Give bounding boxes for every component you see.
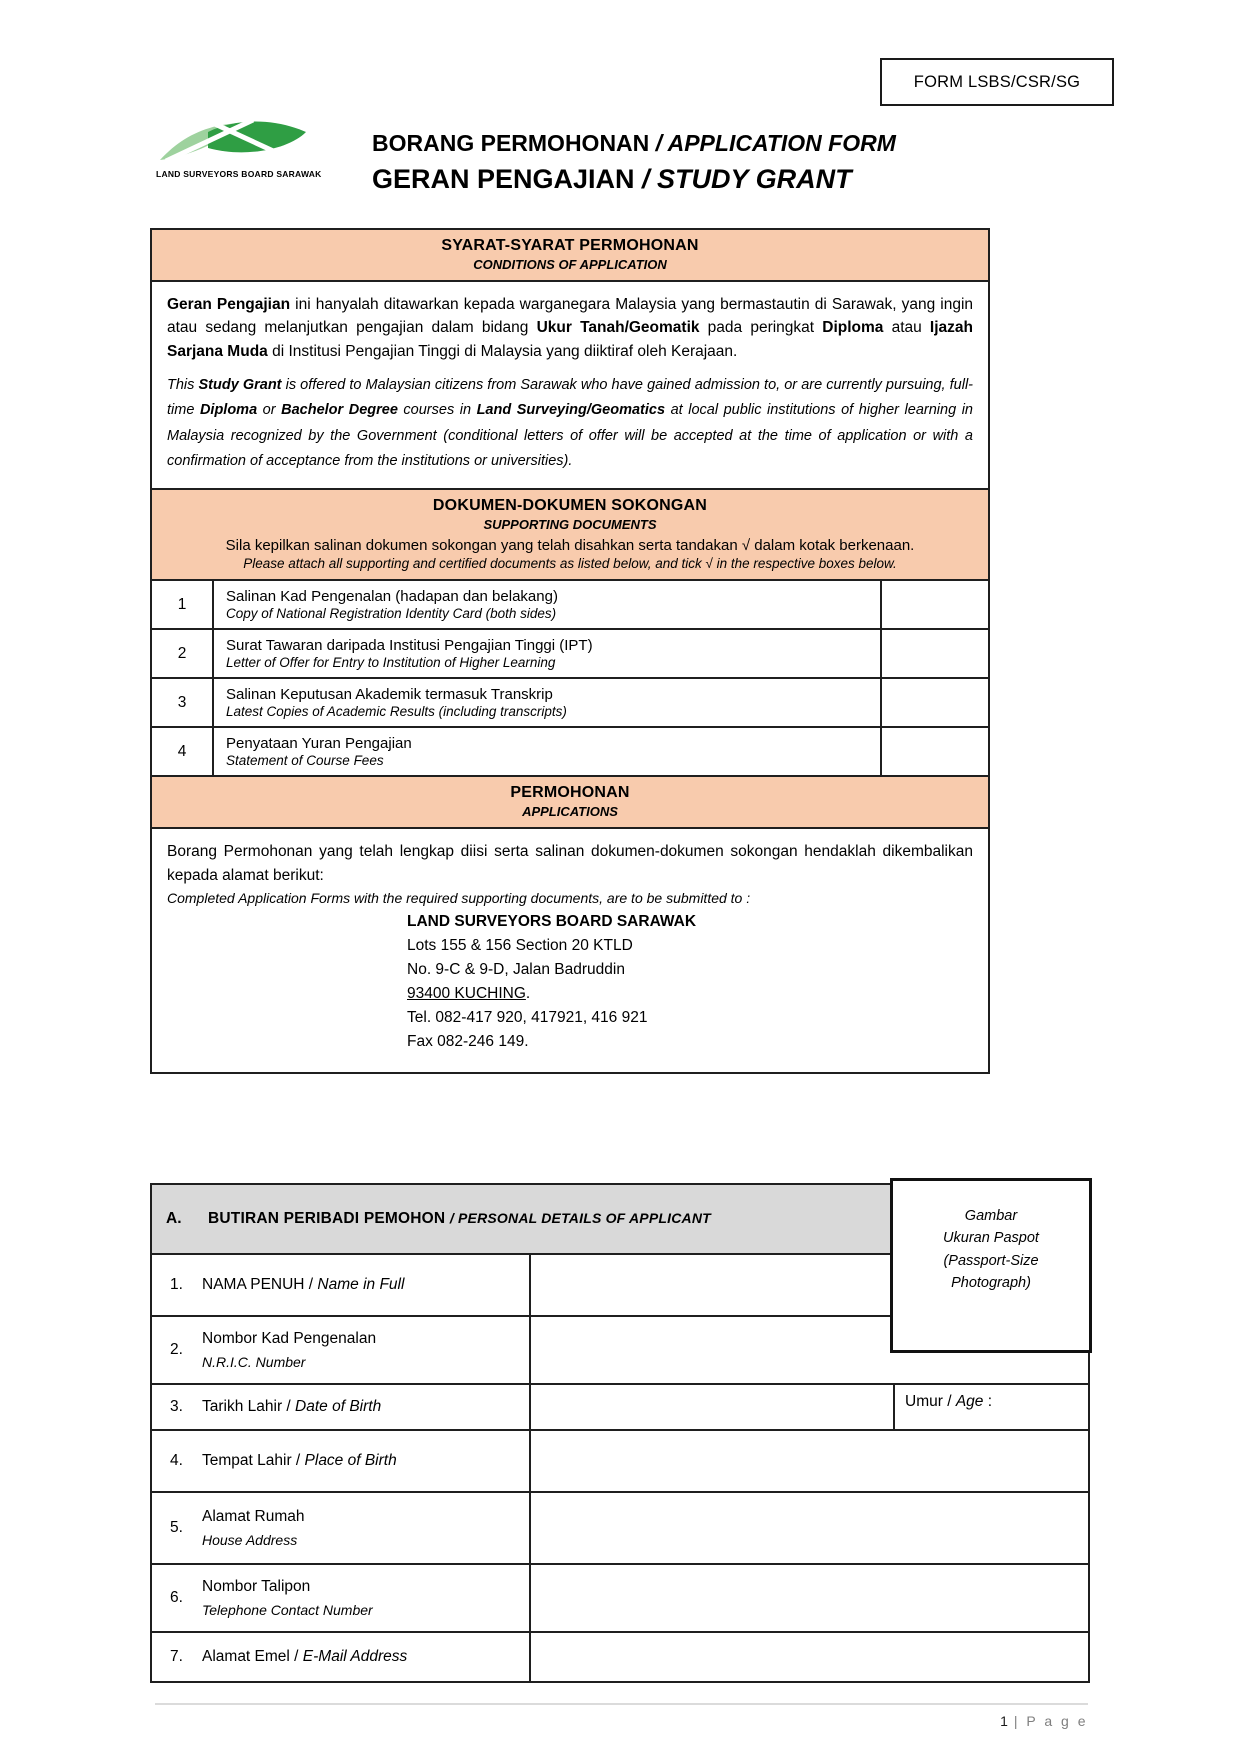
row-number: 4. [170,1452,183,1469]
document-item-row [152,728,988,777]
document-title [372,130,896,195]
document-item-description: Surat Tawaran daripada Institusi Pengajian Tinggi (IPT) Letter of Offer for Entry to Institution of Higher Learning [226,636,593,670]
logo-caption: LAND SURVEYORS BOARD SARAWAK [156,169,322,179]
lsbs-logo [156,114,336,179]
document-item-row [152,630,988,679]
address-line: Tel. 082-417 920, 417921, 416 921 [407,1008,648,1026]
applications-paragraph-en: Completed Application Forms with the required supporting documents, are to be submitted to : [167,889,751,906]
document-item-number: 1 [152,581,214,628]
row-email-address [152,1633,1088,1681]
applications-heading-en: APPLICATIONS [522,804,618,820]
row-sublabel: Telephone Contact Number [202,1601,373,1618]
place-of-birth-field[interactable] [531,1431,1088,1491]
document-item-row [152,679,988,728]
documents-header [152,490,988,581]
address-line: LAND SURVEYORS BOARD SARAWAK [407,912,697,930]
documents-note-en: Please attach all supporting and certified documents as listed below, and tick √ in the respective boxes below. [243,556,897,572]
row-number: 6. [170,1589,183,1606]
conditions-paragraph-my: Geran Pengajian ini hanyalah ditawarkan kepada warganegara Malaysia yang bermastautin di Sarawak, yang ingin atau sedang melanjutkan pengajian dalam bidang Ukur Tanah/Geomatik pada peringkat Diploma atau Ijazah Sarjana Muda di Institusi Pengajian Tinggi di Malaysia yang diiktiraf oleh Kerajaan. [167,296,974,360]
applications-body [152,829,988,1072]
document-item-number: 3 [152,679,214,726]
row-date-of-birth [152,1385,1088,1431]
address-line: Lots 155 & 156 Section 20 KTLD [407,936,633,954]
email-address-field[interactable] [531,1633,1088,1681]
row-number: 7. [170,1648,183,1665]
row-label: Tempat Lahir / Place of Birth [202,1451,397,1469]
row-label: Nombor Kad Pengenalan [202,1329,377,1347]
row-place-of-birth [152,1431,1088,1493]
document-item-description: Salinan Keputusan Akademik termasuk Transkrip Latest Copies of Academic Results (including transcripts) [226,685,567,719]
document-item-number: 2 [152,630,214,677]
row-label: Alamat Rumah [202,1507,305,1525]
row-number: 5. [170,1519,183,1536]
section-a-title: BUTIRAN PERIBADI PEMOHON / PERSONAL DETAILS OF APPLICANT [208,1210,711,1227]
row-number: 1. [170,1276,183,1293]
row-house-address [152,1493,1088,1565]
documents-heading-en: SUPPORTING DOCUMENTS [483,517,657,533]
address-line: No. 9-C & 9-D, Jalan Badruddin [407,960,625,978]
conditions-body [152,282,988,490]
form-code-box [880,58,1114,106]
tick-box-2[interactable] [880,630,988,677]
age-label: Umur / Age : [905,1393,993,1410]
applications-paragraph-my: Borang Permohonan yang telah lengkap diisi serta salinan dokumen-dokumen sokongan hendaklah dikembalikan kepada alamat berikut: [167,843,973,884]
documents-heading-my: DOKUMEN-DOKUMEN SOKONGAN [432,497,708,515]
tick-box-3[interactable] [880,679,988,726]
row-number: 2. [170,1341,183,1358]
conditions-heading-my: SYARAT-SYARAT PERMOHONAN [441,237,699,254]
title-line-1: BORANG PERMOHONAN / APPLICATION FORM [372,130,896,156]
row-number: 3. [170,1398,183,1415]
title-line-2: GERAN PENGAJIAN / STUDY GRANT [372,164,852,194]
row-label: NAMA PENUH / Name in Full [202,1275,405,1293]
document-item-description: Penyataan Yuran Pengajian Statement of Course Fees [226,734,412,768]
conditions-header [152,230,988,282]
conditions-paragraph-en: This Study Grant is offered to Malaysian citizens from Sarawak who have gained admission to, or are currently pursuing, full-time Diploma or Bachelor Degree courses in Land Surveying/Geomatics at local public institutions of higher learning in Malaysia recognized by the Government (conditional letters of offer will be accepted at the time of application or with a confirmation of acceptance from the institutions or universities). [167,376,974,469]
row-label: Tarikh Lahir / Date of Birth [202,1397,382,1415]
page-label: | P a g e [1013,1713,1088,1729]
address-line: 93400 KUCHING. [407,984,531,1002]
document-item-number: 4 [152,728,214,775]
section-a-label: A. [166,1210,182,1227]
document-item-description: Salinan Kad Pengenalan (hadapan dan belakang) Copy of National Registration Identity Card (both sides) [226,587,558,621]
applications-heading-my: PERMOHONAN [510,784,630,802]
page-number: 1 [1000,1713,1008,1729]
passport-photo-box: Gambar Ukuran Paspot (Passport-Size Photograph) [890,1178,1092,1353]
document-item-row [152,581,988,630]
footer-divider [155,1703,1088,1705]
submission-address [407,910,973,1054]
telephone-number-field[interactable] [531,1565,1088,1631]
row-sublabel: House Address [202,1531,298,1548]
house-address-field[interactable] [531,1493,1088,1563]
tick-box-4[interactable] [880,728,988,775]
address-line: Fax 082-246 149. [407,1032,529,1050]
row-label: Alamat Emel / E-Mail Address [202,1647,408,1665]
row-sublabel: N.R.I.C. Number [202,1353,306,1370]
conditions-heading-en: CONDITIONS OF APPLICATION [473,257,667,272]
row-telephone-number [152,1565,1088,1633]
documents-note-my: Sila kepilkan salinan dokumen sokongan yang telah disahkan serta tandakan √ dalam kotak berkenaan. [225,537,915,555]
row-label: Nombor Talipon [202,1577,311,1595]
section-a-personal-details [150,1183,1090,1683]
date-of-birth-field[interactable] [531,1385,895,1429]
main-form-box [150,228,990,1074]
lsbs-logo-icon [156,114,336,166]
tick-box-1[interactable] [880,581,988,628]
form-code-text: FORM LSBS/CSR/SG [913,72,1081,91]
applications-header [152,777,988,829]
page-footer [150,1713,1088,1729]
